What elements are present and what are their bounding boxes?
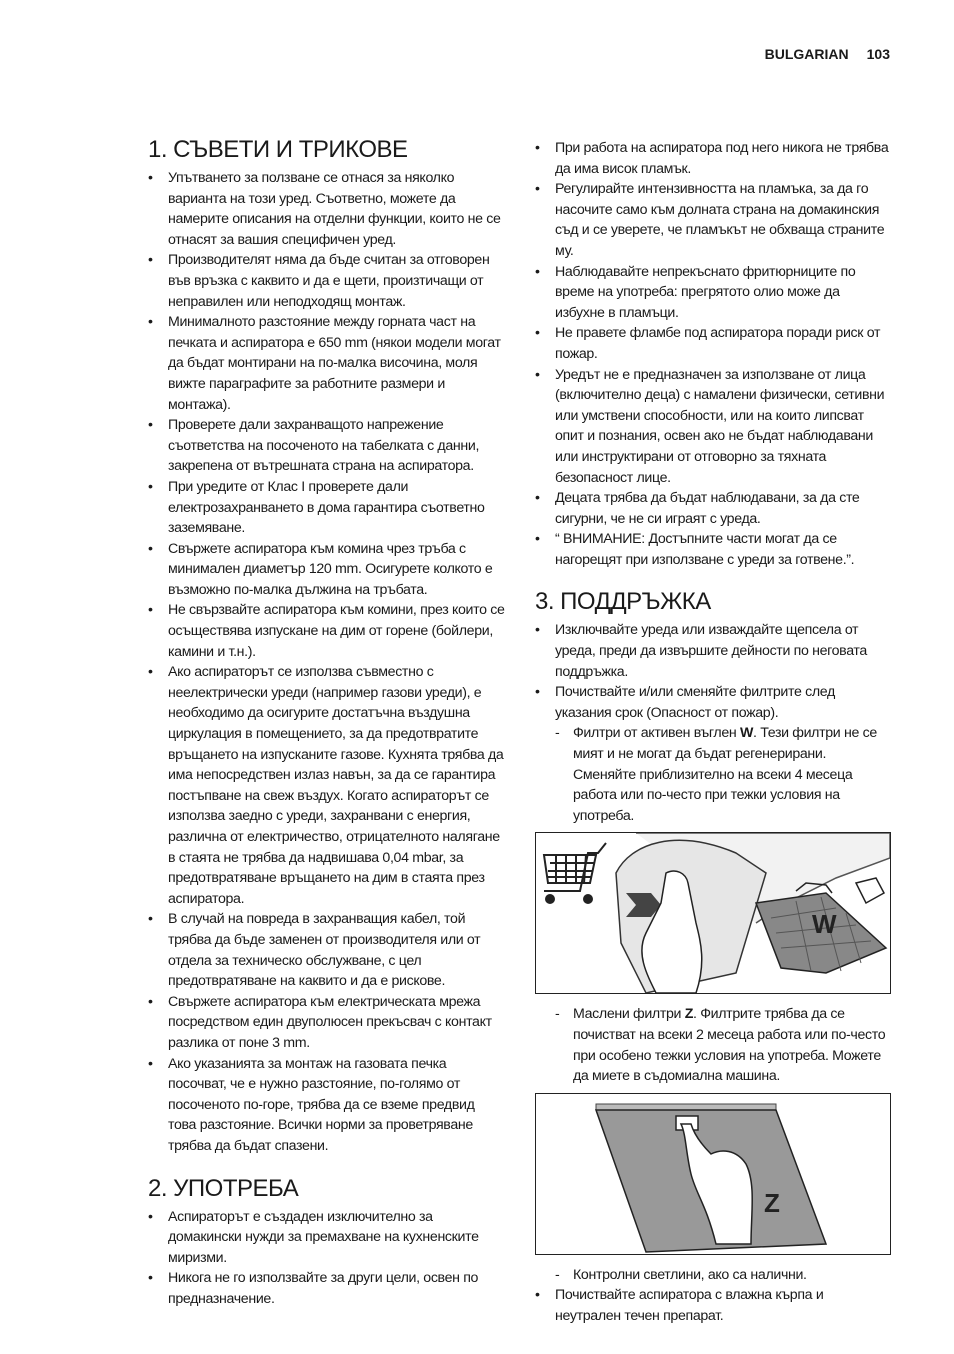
grease-filter-drawing xyxy=(536,1094,890,1254)
list-item: • Почиствайте и/или сменяйте филтрите след указания срок (Опасност от пожар). xyxy=(535,682,891,723)
section-1-title: 1. СЪВЕТИ И ТРИКОВЕ xyxy=(148,136,408,163)
list-item: • Упътването за ползване се отнася за няколко варианта на този уред. Съответно, можете да намерите описания на отделни функции, които не се отнасят за вашия специфичен уред. xyxy=(148,168,506,250)
list-item: • Почиствайте аспиратора с влажна кърпа и неутрален течен препарат. xyxy=(535,1285,891,1326)
sub-item-carbon-filter: - Филтри от активен въглен W. Тези филтри не се мият и не могат да бъдат регенерирани. Сменяйте приблизително на всеки 4 месеца работа или по-често при тежки условия на употреба. xyxy=(535,723,891,826)
left-column xyxy=(148,136,506,1309)
list-item: • Не свързвайте аспиратора към комини, през които се осъществява изпускане на дим от горене (бойлери, камини и т.н.). xyxy=(148,600,506,662)
filter-w-letter: W xyxy=(739,725,754,742)
section-3-list-2 xyxy=(535,1004,891,1086)
list-item: • Аспираторът е създаден изключително за домакински нужди за премахване на кухненските миризми. xyxy=(148,1207,506,1269)
list-item: • “ ВНИМАНИЕ: Достъпните части могат да се нагорещят при използване с уреди за готвене.”. xyxy=(535,529,891,570)
safety-list xyxy=(535,138,891,570)
list-item: • Свържете аспиратора към комина чрез тръба с минимален диаметър 120 mm. Осигурете колкото е възможно по-малка дължина на тръбата. xyxy=(148,539,506,601)
list-item: • Никога не го използвайте за други цели, освен по предназначение. xyxy=(148,1268,506,1309)
list-item: • Ако указанията за монтаж на газовата печка посочват, че е нужно разстояние, по-голямо от посоченото по-горе, трябва да се вземе предвид това разстояние. Всички норми за проветряване трябва да бъдат спазени. xyxy=(148,1054,506,1157)
filter-z-letter: Z xyxy=(684,1006,694,1023)
section-3-list xyxy=(535,620,891,826)
shopping-cart-icon xyxy=(544,843,606,903)
language-label: BULGARIAN xyxy=(764,46,849,62)
list-item: • При уредите от Клас I проверете дали електрозахранването в дома гарантира съответно заземяване. xyxy=(148,477,506,539)
section-3-list-3 xyxy=(535,1265,891,1327)
filter-z-label: Z xyxy=(764,1187,780,1218)
sub-item-indicator-lights: - Контролни светлини, ако са налични. xyxy=(535,1265,891,1286)
list-item: • Производителят няма да бъде считан за отговорен във връзка с каквито и да е щети, произтичащи от неправилен или неподходящ монтаж. xyxy=(148,250,506,312)
sub-item-grease-filter: - Маслени филтри Z. Филтрите трябва да се почистват на всеки 2 месеца работа или по-често при особено тежки условия на употреба. Можете да миете в съдомиална машина. xyxy=(535,1004,891,1086)
page-header xyxy=(765,46,890,62)
list-item: • Децата трябва да бъдат наблюдавани, за да сте сигурни, че не си играят с уреда. xyxy=(535,488,891,529)
section-2-title: 2. УПОТРЕБА xyxy=(148,1174,299,1202)
filter-w-label: W xyxy=(812,909,837,940)
right-column xyxy=(535,138,891,1327)
page-number: 103 xyxy=(866,46,890,62)
grease-filter-illustration xyxy=(535,1093,891,1255)
list-item: • Не правете фламбе под аспиратора поради риск от пожар. xyxy=(535,323,891,364)
list-item: • Наблюдавайте непрекъснато фритюрниците по време на употреба: прегрятото олио може да избухне в пламъци. xyxy=(535,262,891,324)
list-item: • Свържете аспиратора към електрическата мрежа посредством един двуполюсен прекъсвач с контакт разлика от поне 3 mm. xyxy=(148,992,506,1054)
list-item: • Минималното разстояние между горната част на печката и аспиратора е 650 mm (някои модели могат да бъдат монтирани на по-малка височина, моля вижте параграфите за работните размери и монтажа). xyxy=(148,312,506,415)
list-item: • Регулирайте интензивността на пламъка, за да го насочите само към долната страна на домакинския съд и се уверете, че пламъкът не обхваща страните му. xyxy=(535,179,891,261)
list-item: • Проверете дали захранващото напрежение съответства на посоченото на табелката с данни, закрепена от вътрешната страна на аспиратора. xyxy=(148,415,506,477)
section-1-list xyxy=(148,168,506,1157)
carbon-filter-illustration xyxy=(535,832,891,994)
list-item: • Изключвайте уреда или изваждайте щепсела от уреда, преди да извършите дейности по неговата поддръжка. xyxy=(535,620,891,682)
list-item: • Ако аспираторът се използва съвместно с неелектрически уреди (например газови уреди), е необходимо да осигурите достатъчна въздушна циркулация в помещението, за да предотвратите връщането на изпусканите газове. Кухнята трябва да има непосредствен излаз навън, за да се гарантира постъпване на свеж въздух. Когато аспираторът се използва заедно с уреди, захранвани с енергия, различна от електричество, отрицателното налягане в стаята не трябва да надвишава 0,04 mbar, за предотвратяване връщането на дим в стаята през аспиратора. xyxy=(148,662,506,909)
section-3-title: 3. ПОДДРЪЖКА xyxy=(535,588,711,616)
section-2-list xyxy=(148,1207,506,1310)
list-item: • Уредът не е предназначен за използване от лица (включително деца) с намалени физически, сетивни или умствени способности, или на които липсват опит и познания, освен ако не бъдат наблюдавани или инструктирани от отговорно за тяхната безопасност лице. xyxy=(535,365,891,489)
list-item: • В случай на повреда в захранващия кабел, той трябва да бъде заменен от производителя или от отдела за техническо обслужване, с цел предотвратяване на каквито и да е рискове. xyxy=(148,909,506,991)
list-item: • При работа на аспиратора под него никога не трябва да има висок пламък. xyxy=(535,138,891,179)
